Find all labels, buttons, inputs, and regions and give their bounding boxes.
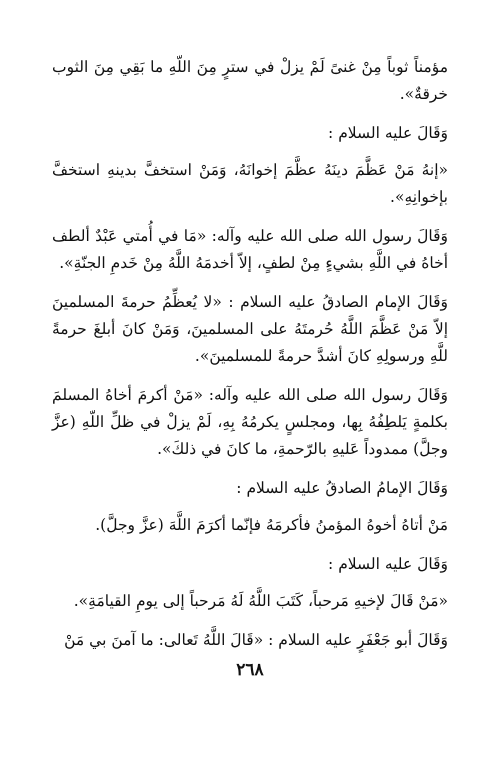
paragraph-2: وَقَالَ عليه السلام :	[328, 124, 448, 142]
paragraph-10: «مَنْ قَالَ لإخيهِ مَرحباً، كَتَبَ اللَّهُ لَهُ مَرحباً إلى يومِ القيامَةِ».	[73, 592, 448, 610]
page-body	[52, 54, 448, 704]
paragraph-4: وَقَالَ رسول الله صلى الله عليه وآله: «مَا في أُمتي عَبْدٌ ألطف أخاهُ في اللَّهِ بشيءٍ مِنْ لطفٍ، إلاّ أخدمَهُ اللَّهُ مِنْ خَدمِ الجنّةِ».	[52, 227, 448, 272]
paragraph-6: وَقَالَ رسول الله صلى الله عليه وآله: «مَنْ أكرمَ أخاهُ المسلمَ بكلمةٍ يَلطِفُهُ بِها، ومجلسٍ يكرمُهُ بِهِ، لَمْ يزلْ في ظلِّ اللّهِ (عزَّ وجلَّ) ممدوداً عَليهِ بالرّحمةِ، ما كانَ في ذلكَ».	[52, 386, 448, 458]
paragraph-5: وَقَالَ الإمام الصادقُ عليه السلام : «لا يُعظِّمُ حرمةَ المسلمينَ إلاّ مَنْ عَظَّمَ اللَّهُ حُرمتَهُ على المسلمينَ، وَمَنْ كانَ أبلغَ حرمةً للَّهِ ورسولِهِ كانَ أشدَّ حرمةً للمسلمينَ».	[52, 293, 448, 365]
paragraph-9: وَقَالَ عليه السلام :	[328, 555, 448, 573]
page-number: ٢٦٨	[236, 660, 264, 680]
paragraph-7: وَقَالَ الإمامُ الصادقُ عليه السلام :	[236, 479, 448, 497]
paragraph-1: مؤمناً ثوباً مِنْ غنىً لَمْ يزلْ في سترٍ مِنَ اللّهِ ما بَقِي مِنَ الثوب خرقةٌ».	[52, 58, 448, 103]
paragraph-8: مَنْ أتاهُ أخوهُ المؤمنُ فأكرمَهُ فإنّما أكرَمَ اللَّهَ (عزَّ وجلَّ).	[95, 516, 448, 534]
paragraph-11: وَقَالَ أبو جَعْفَرٍ عليه السلام : «قَالَ اللَّهُ تَعالى: ما آمنَ بي مَنْ	[64, 631, 448, 649]
paragraph-3: «إنهُ مَنْ عَظَّمَ دينَهُ عظَّمَ إخوانَهُ، وَمَنْ استخفَّ بدينهِ استخفَّ بإخوانِهِ».	[52, 161, 448, 206]
